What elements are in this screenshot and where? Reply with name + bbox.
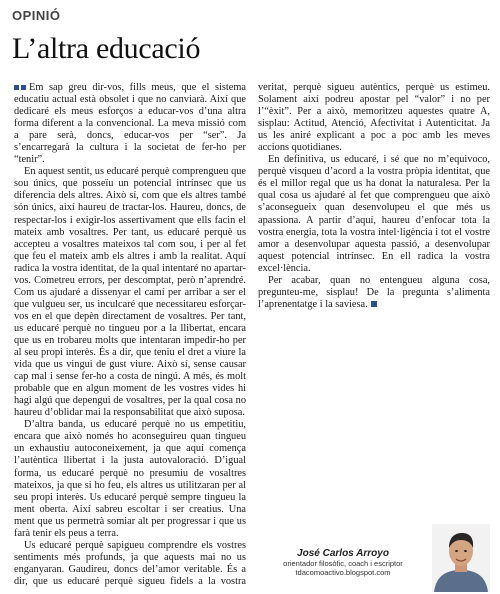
article-body (14, 82, 490, 588)
paragraph-5: En definitiva, us educaré, i sé que no m’equivoco, perquè visqueu d’acord a la vostra pròpia identitat, que és el millor regal que us ha donat la naturalesa. Per la qual cosa us ajudaré al fet que comprengueu que això s’aconsegueix quan desenvolupeu el que més us apassiona. A partir d’aquí, haureu d’enfocar tota la vostra energia, tota la vostra intel·ligència i tot el vostre amor a desenvolupar aquesta passió, a desenvolupar aquest potencial intrínsec. En ell radica la vostra excel·lència. (258, 154, 490, 274)
paragraph-6: Per acabar, quan no entengueu alguna cosa, pregunteu-me, sisplau! De la pregunta s’alimenta l’aprenentatge i la saviesa. (258, 274, 490, 310)
paragraph-1: Em sap greu dir-vos, fills meus, que el sistema educatiu actual està obsolet i que no canviarà. Així que dedicaré els meus esforços a educar-vos d’una altra forma diferent a la convencional. La meva missió com a pare serà, doncs, educar-vos per “ser”. Ja s’encarregarà la cultura i la societat de fer-ho per “tenir”. (14, 82, 246, 166)
author-role: orientador filosòfic, coach i escriptor (283, 559, 403, 568)
paragraph-2: En aquest sentit, us educaré perquè comprengueu que sou únics, que posseïu un potencial intrínsec que us diferencia dels altres. Això sí, com que els altres també són únics, així haureu de tractar-los. Haureu, doncs, de respectar-los i exigir-los assertivament que ells facin el mateix amb vosaltres. Per tant, us educaré perquè us accepteu a vosaltres mateixos tal com sou, i per al fet que feu el mateix amb els altres i amb la realitat. Aquí radica la vostra identitat, de la qual intentaré no apartar-vos. Cometreu errors, per descomptat, però n’aprendré. Com us ajudaré a dissenyar el camí per arribar a ser el que vulgueu ser, us inculcaré que necessitareu esforçar-vos en el que depèn directament de vosaltres. Per tant, us educaré perquè no tingueu por a la llibertat, encara que us en trobareu molts que intentaran impedir-ho per al seu propi interès. És a dir, que teniu el dret a viure la vida que us vingui de gust viure. Això sí, sense causar cap mal i sense fer-ho a costa de ningú. A més, és molt probable que en algun moment de les vostres vides hi hagi algú que depengui de vosaltres, per la qual cosa no haureu d’oblidar mai la responsabilitat que això suposa. (14, 166, 246, 419)
author-byline (258, 548, 428, 577)
end-square-icon (371, 301, 377, 307)
paragraph-4: Us educaré perquè sapigueu comprendre els vostres sentiments més profunds, ja que aquests mai no us enganyaran. Gaudireu, doncs del’amor veritable. És a dir, que us educaré perquè sigueu fidels a la vostra veritat, perquè sigueu autèntics, perquè us estimeu. Solament així podreu apostar pel “valor” i no per l’“èxit”. Per a això, memoritzeu aquestes quatre A, sisplau: Actitud, Atenció, Afectivitat i Autenticitat. Ja us les aniré explicant a poc a poc amb les meves accions quotidianes. (14, 82, 490, 587)
paragraph-3: D’altra banda, us educaré perquè no us empetitiu, encara que això només ho aconseguireu quan tingueu un exhaustiu autoconeixement, ja que aquí comença l’autèntica llibertat i la justa autovaloració. D’igual forma, us educaré perquè no presumiu de vosaltres mateixos, ja que si ho feu, els altres us utilitzaran per al seu propi interès. Us educaré perquè sempre tingueu la ment oberta. Així sabreu escoltar i ser creatius. Una ment que us permetrà somiar alt per progressar i que us farà tenir els peus a terra. (14, 419, 246, 539)
lead-marker-icon (14, 85, 26, 90)
author-name: José Carlos Arroyo (297, 548, 389, 559)
author-photo (432, 524, 490, 592)
author-website: tdacomoactivo.blogspot.com (295, 568, 391, 577)
section-label: OPINIÓ (12, 8, 61, 23)
headline: L’altra educació (12, 32, 201, 65)
